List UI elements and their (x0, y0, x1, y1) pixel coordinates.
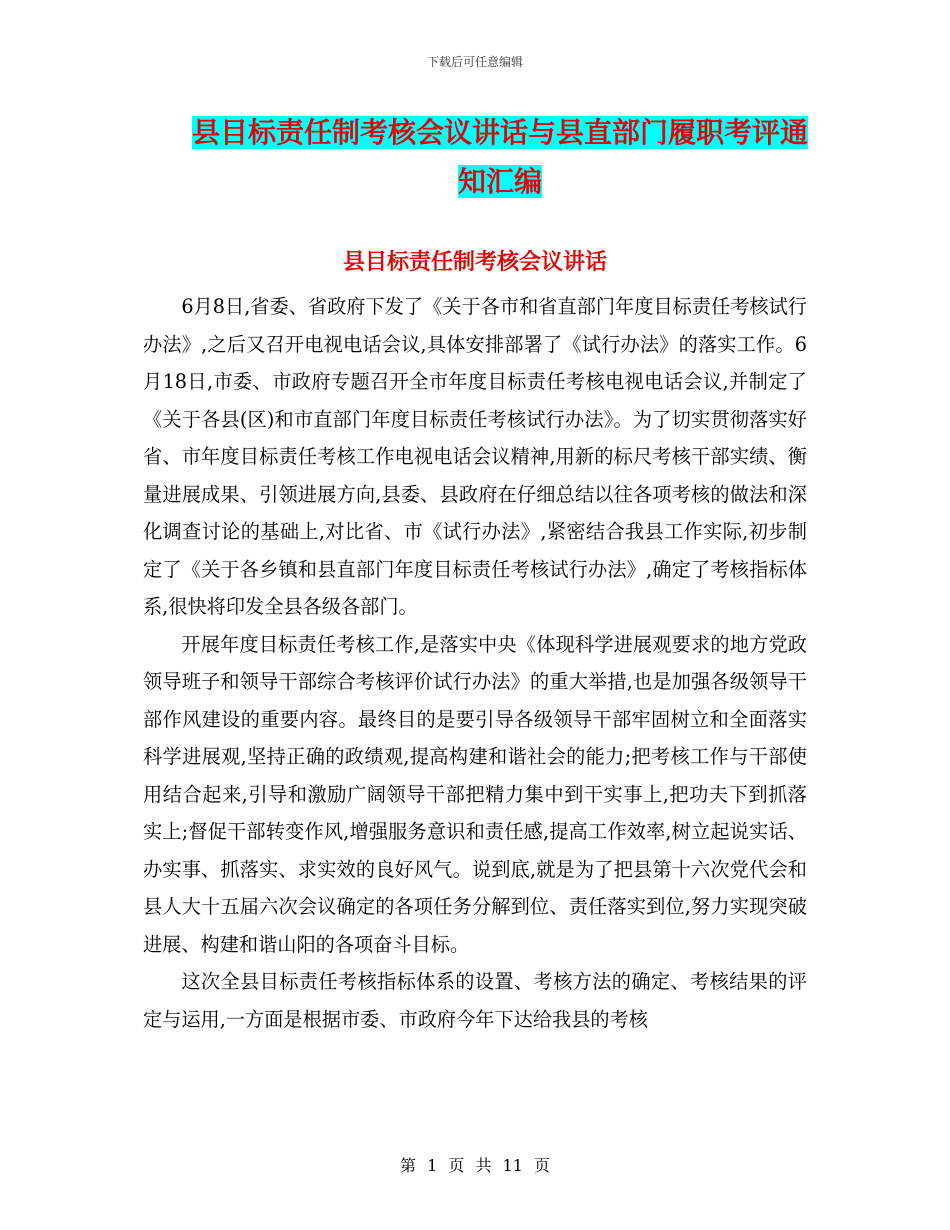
header-note: 下载后可任意编辑 (426, 55, 523, 69)
document-title (190, 108, 810, 206)
page-number: 第 1 页 共 11 页 (400, 1156, 550, 1175)
document-body (143, 288, 807, 1038)
paragraph: 开展年度目标责任考核工作,是落实中央《体现科学进展观要求的地方党政领导班子和领导干部综合考核评价试行办法》的重大举措,也是加强各级领导干部作风建设的重要内容。最终目的是要引导各级领导干部牢固树立和全面落实科学进展观,坚持正确的政绩观,提高构建和谐社会的能力;把考核工作与干部使用结合起来,引导和激励广阔领导干部把精力集中到干实事上,把功夫下到抓落实上;督促干部转变作风,增强服务意识和责任感,提高工作效率,树立起说实话、办实事、抓落实、求实效的良好风气。说到底,就是为了把县第十六次党代会和县人大十五届六次会议确定的各项任务分解到位、责任落实到位,努力实现突破进展、构建和谐山阳的各项奋斗目标。 (143, 632, 807, 956)
paragraph: 这次全县目标责任考核指标体系的设置、考核方法的确定、考核结果的评定与运用,一方面是根据市委、市政府今年下达给我县的考核 (143, 970, 807, 1031)
document-title-text: 县目标责任制考核会议讲话与县直部门履职考评通知汇编 (191, 116, 808, 198)
section-title: 县目标责任制考核会议讲话 (342, 250, 607, 275)
paragraph: 6月8日,省委、省政府下发了《关于各市和省直部门年度目标责任考核试行办法》,之后又召开电视电话会议,具体安排部署了《试行办法》的落实工作。6月18日,市委、市政府专题召开全市年度目标责任考核电视电话会议,并制定了《关于各县(区)和市直部门年度目标责任考核试行办法》。为了切实贯彻落实好省、市年度目标责任考核工作电视电话会议精神,用新的标尺考核干部实绩、衡量进展成果、引领进展方向,县委、县政府在仔细总结以往各项考核的做法和深化调查讨论的基础上,对比省、市《试行办法》,紧密结合我县工作实际,初步制定了《关于各乡镇和县直部门年度目标责任考核试行办法》,确定了考核指标体系,很快将印发全县各级各部门。 (143, 295, 807, 618)
